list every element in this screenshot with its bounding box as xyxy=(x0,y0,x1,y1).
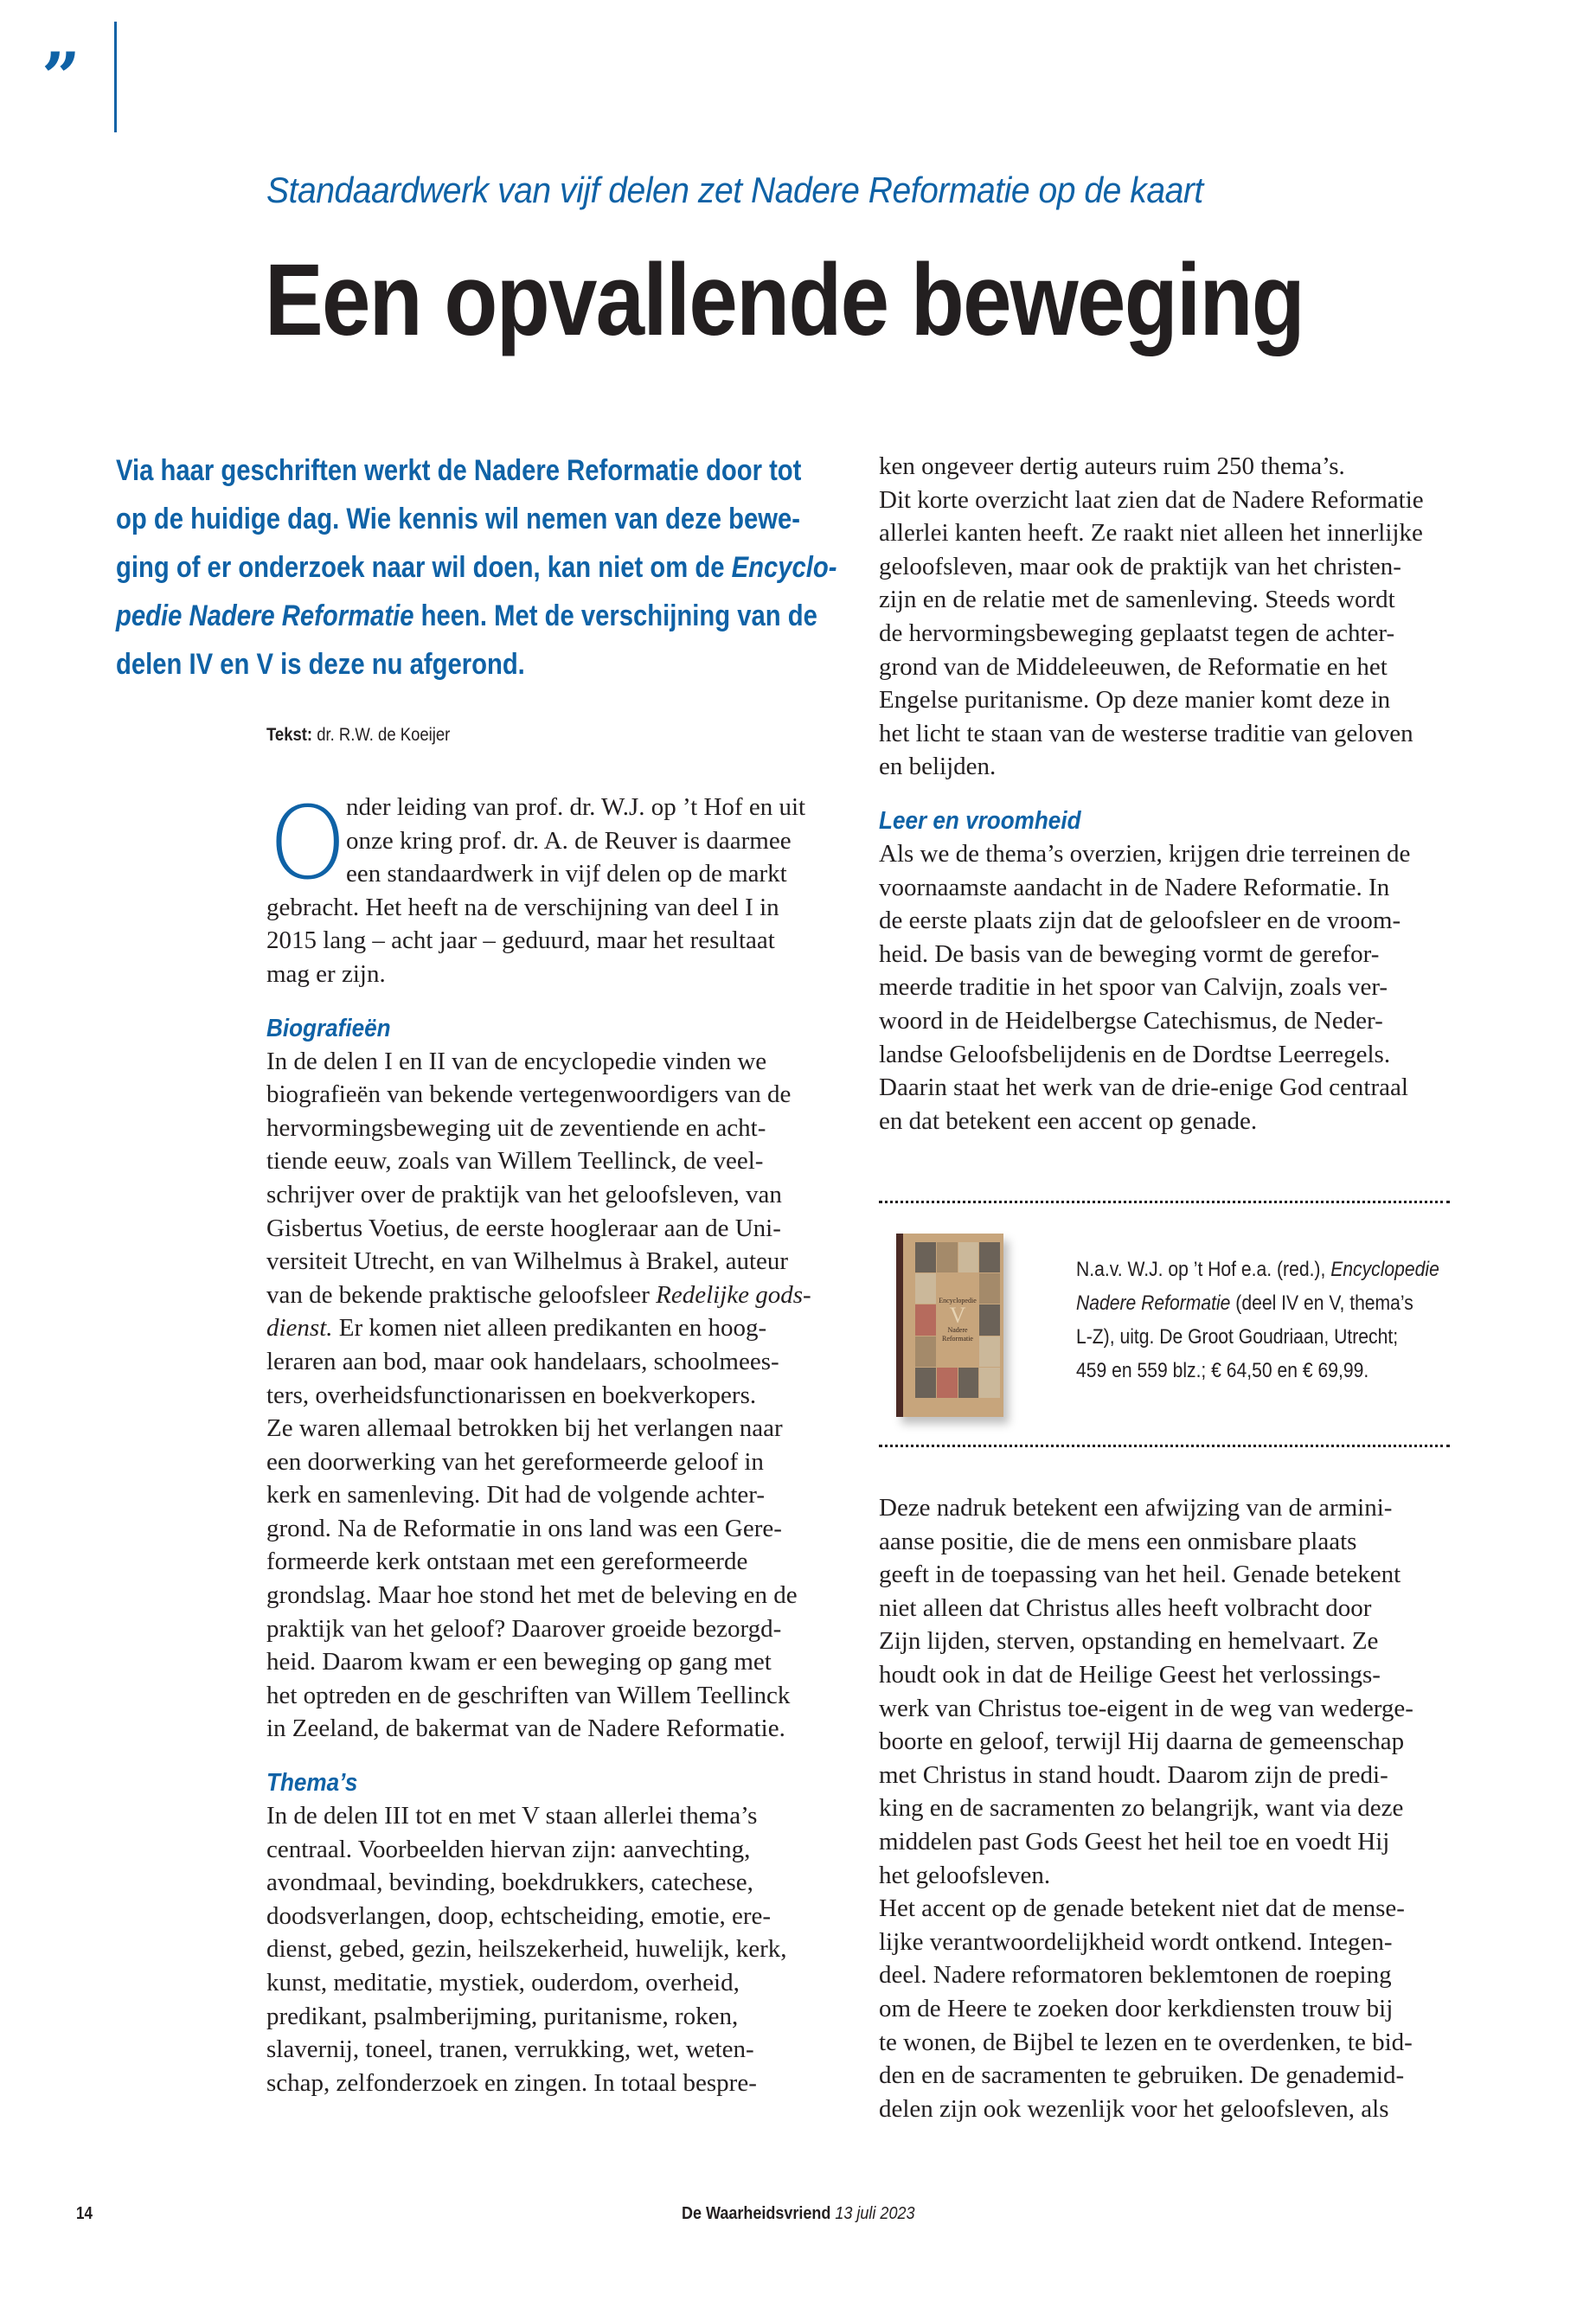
cover-tile xyxy=(915,1304,936,1335)
body-line xyxy=(266,1311,837,1345)
body-line: heid. Daarom kwam er een beweging op gang met xyxy=(266,1648,772,1676)
caption-text: (deel IV en V, thema’s xyxy=(1230,1292,1413,1315)
body-line: houdt ook in dat de Heilige Geest het verlossings- xyxy=(879,1660,1381,1689)
cover-tile xyxy=(958,1368,979,1398)
body-line: Engelse puritanisme. Op deze manier komt deze in xyxy=(879,686,1391,715)
body-text: Er komen niet alleen predikanten en hoog- xyxy=(332,1314,767,1343)
body-line: deel. Nadere reformatoren beklemtonen de roeping xyxy=(879,1961,1392,1990)
subheading-biografieen: Biografieën xyxy=(266,1014,391,1042)
body-line: Het accent op de genade betekent niet dat de mense- xyxy=(879,1894,1405,1923)
cover-title-block xyxy=(937,1273,979,1367)
cover-tile xyxy=(979,1368,1000,1398)
body-line: met Christus in stand houdt. Daarom zijn de predi- xyxy=(879,1760,1388,1789)
right-column-top xyxy=(879,450,1450,1138)
body-line: kunst, meditatie, mystiek, ouderdom, overheid, xyxy=(266,1969,740,1997)
body-line: het geloofsleven. xyxy=(879,1861,1051,1889)
body-line: doodsverlangen, doop, echtscheiding, emotie, ere- xyxy=(266,1901,772,1930)
body-line: te wonen, de Bijbel te lezen en te overdenken, te bid- xyxy=(879,2028,1413,2056)
body-line: niet alleen dat Christus alles heeft volbracht door xyxy=(879,1593,1372,1622)
cover-title: Encyclopedie xyxy=(939,1296,977,1304)
body-line: grondslag. Maar hoe stond het met de beleving en de xyxy=(266,1581,798,1610)
body-line: het licht te staan van de westerse traditie van geloven xyxy=(879,719,1413,747)
book-caption xyxy=(1076,1253,1457,1388)
body-line: Gisbertus Voetius, de eerste hoogleraar aan de Uni- xyxy=(266,1214,781,1242)
cover-tile xyxy=(937,1242,958,1272)
body-line: Zijn lijden, sterven, opstanding en hemelvaart. Ze xyxy=(879,1627,1379,1656)
body-line: praktijk van het geloof? Daarover groeide bezorgd- xyxy=(266,1614,782,1643)
body-line: kerk en samenleving. Dit had de volgende achter- xyxy=(266,1481,765,1509)
body-line: grond. Na de Reformatie in ons land was een Gere- xyxy=(266,1514,782,1542)
article-headline: Een opvallende beweging xyxy=(265,243,1304,357)
footer-masthead xyxy=(682,2204,914,2224)
cover-tile xyxy=(915,1336,936,1367)
page-number: 14 xyxy=(76,2204,93,2223)
body-line: Deze nadruk betekent een afwijzing van de armini- xyxy=(879,1494,1393,1522)
issue-date: 13 juli 2023 xyxy=(835,2204,915,2223)
body-line: versiteit Utrecht, en van Wilhelmus à Brakel, auteur xyxy=(266,1247,789,1276)
body-line: het optreden en de geschriften van Willem Teellinck xyxy=(266,1681,791,1709)
body-line: nder leiding van prof. dr. W.J. op ’t Hof en uit xyxy=(346,793,806,821)
body-line: dienst, gebed, gezin, heilszekerheid, huwelijk, kerk, xyxy=(266,1935,787,1964)
body-line: 2015 lang – acht jaar – geduurd, maar het resultaat xyxy=(266,926,775,955)
intro-line: op de huidige dag. Wie kennis wil nemen van deze bewe- xyxy=(116,503,800,535)
body-line: tiende eeuw, zoals van Willem Teellinck, de veel- xyxy=(266,1147,764,1176)
body-line: en dat betekent een accent op genade. xyxy=(879,1106,1258,1135)
body-line: lijke verantwoordelijkheid wordt ontkend. Integen- xyxy=(879,1927,1393,1956)
intro-italic-title: pedie Nadere Reformatie xyxy=(116,599,414,632)
body-line: Als we de thema’s overzien, krijgen drie terreinen de xyxy=(879,839,1411,868)
intro-text: heen. Met de verschijning van de xyxy=(413,599,817,632)
body-line: en belijden. xyxy=(879,753,997,781)
body-line: schrijver over de praktijk van het geloofsleven, van xyxy=(266,1180,782,1208)
body-line: onze kring prof. dr. A. de Reuver is daarmee xyxy=(346,826,792,855)
body-line: biografieën van bekende vertegenwoordigers van de xyxy=(266,1080,792,1109)
body-line: schap, zelfonderzoek en zingen. In totaal bespre- xyxy=(266,2068,757,2097)
book-spine xyxy=(896,1234,903,1417)
body-line: de eerste plaats zijn dat de geloofsleer en de vroom- xyxy=(879,907,1401,935)
cover-tile xyxy=(979,1242,1000,1272)
cover-subtitle: Nadere xyxy=(947,1325,968,1334)
dotted-divider-bottom xyxy=(879,1445,1450,1447)
body-line: aanse positie, die de mens een onmisbare plaats xyxy=(879,1527,1357,1555)
body-line: allerlei kanten heeft. Ze raakt niet alleen het innerlijke xyxy=(879,519,1423,548)
caption-line xyxy=(1076,1253,1439,1286)
body-line: voornaamste aandacht in de Nadere Reformatie. In xyxy=(879,873,1390,901)
body-line: in Zeeland, de bakermat van de Nadere Reformatie. xyxy=(266,1715,785,1743)
cover-subtitle: Reformatie xyxy=(942,1334,973,1343)
body-line xyxy=(266,1279,837,1312)
body-line: centraal. Voorbeelden hiervan zijn: aanvechting, xyxy=(266,1835,751,1863)
caption-text: N.a.v. W.J. op ’t Hof e.a. (red.), xyxy=(1076,1258,1331,1281)
intro-line: Via haar geschriften werkt de Nadere Reformatie door tot xyxy=(116,454,802,487)
cover-tile xyxy=(915,1242,936,1272)
intro-line: delen IV en V is deze nu afgerond. xyxy=(116,648,525,681)
caption-line: L-Z), uitg. De Groot Goudriaan, Utrecht; xyxy=(1076,1325,1399,1349)
body-line: slavernij, toneel, tranen, verrukking, wet, weten- xyxy=(266,2035,754,2064)
cover-tile xyxy=(979,1336,1000,1367)
intro-text: ging of er onderzoek naar wil doen, kan niet om de xyxy=(116,551,732,584)
body-line: de hervormingsbeweging geplaatst tegen de achter- xyxy=(879,619,1395,647)
body-line: avondmaal, bevinding, boekdrukkers, catechese, xyxy=(266,1868,753,1897)
body-line: een doorwerking van het gereformeerde geloof in xyxy=(266,1447,764,1476)
byline-label: Tekst: xyxy=(266,725,313,745)
body-line: om de Heere te zoeken door kerkdiensten trouw bij xyxy=(879,1994,1394,2022)
body-line: geeft in de toepassing van het heil. Genade betekent xyxy=(879,1561,1401,1589)
cover-tile xyxy=(958,1242,979,1272)
body-line: leraren aan bod, maar ook handelaars, schoolmees- xyxy=(266,1347,779,1375)
article-intro xyxy=(116,446,837,689)
right-column-bottom xyxy=(879,1491,1450,2125)
body-line: landse Geloofsbelijdenis en de Dordtse Leerregels. xyxy=(879,1040,1391,1068)
caption-line: 459 en 559 blz.; € 64,50 en € 69,99. xyxy=(1076,1359,1369,1382)
body-text: van de bekende praktische geloofsleer xyxy=(266,1280,657,1309)
body-line: grond van de Middeleeuwen, de Reformatie en het xyxy=(879,652,1388,681)
article-kicker: Standaardwerk van vijf delen zet Nadere Reformatie op de kaart xyxy=(266,170,1203,210)
body-line: werk van Christus toe-eigent in de weg van wederge- xyxy=(879,1694,1413,1722)
body-line: zijn en de relatie met de samenleving. Steeds wordt xyxy=(879,586,1395,614)
cover-tile xyxy=(979,1273,1000,1304)
intro-line xyxy=(116,543,837,592)
intro-italic-title: Encyclo- xyxy=(731,551,837,584)
cover-tile xyxy=(915,1273,936,1304)
cover-tile xyxy=(979,1304,1000,1335)
body-line: ters, overheidsfunctionarissen en boekverkopers. xyxy=(266,1381,757,1409)
intro-line xyxy=(116,592,817,640)
quote-mark-icon: ” xyxy=(42,38,75,117)
body-line: In de delen III tot en met V staan allerlei thema’s xyxy=(266,1802,758,1830)
caption-line xyxy=(1076,1286,1411,1320)
body-line: formeerde kerk ontstaan met een gereformeerde xyxy=(266,1548,748,1576)
subheading-leer-en-vroomheid: Leer en vroomheid xyxy=(879,806,1081,835)
opening-paragraph xyxy=(266,785,837,991)
body-line: Daarin staat het werk van de drie-enige God centraal xyxy=(879,1074,1408,1102)
italic-book-title: dienst. xyxy=(266,1314,333,1343)
body-line: den en de sacramenten te gebruiken. De genademid- xyxy=(879,2061,1405,2090)
caption-italic-title: Encyclopedie xyxy=(1330,1258,1439,1281)
dropcap: O xyxy=(268,785,348,902)
subheading-themas: Thema’s xyxy=(266,1769,358,1798)
body-line: woord in de Heidelbergse Catechismus, de Neder- xyxy=(879,1006,1383,1035)
body-line: king en de sacramenten zo belangrijk, want via deze xyxy=(879,1794,1404,1823)
body-line: boorte en geloof, terwijl Hij daarna de gemeenschap xyxy=(879,1727,1405,1756)
body-line: predikant, psalmberijming, puritanisme, roken, xyxy=(266,2002,739,2030)
body-line: gebracht. Het heeft na de verschijning van deel I in xyxy=(266,893,779,921)
body-line: middelen past Gods Geest het heil toe en voedt Hij xyxy=(879,1827,1390,1856)
dotted-divider-top xyxy=(879,1201,1450,1203)
body-line: delen zijn ook wezenlijk voor het geloofsleven, als xyxy=(879,2094,1389,2123)
vertical-accent-rule xyxy=(114,22,117,132)
cover-tile xyxy=(937,1368,958,1398)
body-line: geloofsleven, maar ook de praktijk van het christen- xyxy=(879,552,1401,580)
byline-author: dr. R.W. de Koeijer xyxy=(317,725,451,745)
caption-italic-title: Nadere Reformatie xyxy=(1076,1292,1231,1315)
body-line: een standaardwerk in vijf delen op de markt xyxy=(346,860,787,888)
body-line: Dit korte overzicht laat zien dat de Nadere Reformatie xyxy=(879,485,1424,514)
book-cover-collage xyxy=(915,1242,1000,1398)
left-column xyxy=(266,785,837,2099)
body-line: hervormingsbeweging uit de zeventiende en acht- xyxy=(266,1113,766,1142)
body-line: ken ongeveer dertig auteurs ruim 250 thema’s. xyxy=(879,452,1345,480)
cover-tile xyxy=(915,1368,936,1398)
body-line: heid. De basis van de beweging vormt de gerefor- xyxy=(879,939,1380,968)
book-cover-image xyxy=(896,1234,1003,1417)
body-line: Ze waren allemaal betrokken bij het verlangen naar xyxy=(266,1414,783,1443)
body-line: In de delen I en II van de encyclopedie vinden we xyxy=(266,1047,767,1075)
magazine-name: De Waarheidsvriend xyxy=(682,2204,831,2223)
cover-volume: V xyxy=(949,1302,966,1328)
body-line: mag er zijn. xyxy=(266,959,386,988)
byline xyxy=(266,725,450,746)
body-line: meerde traditie in het spoor van Calvijn, zoals ver- xyxy=(879,973,1388,1002)
italic-book-title: Redelijke gods- xyxy=(656,1280,811,1309)
